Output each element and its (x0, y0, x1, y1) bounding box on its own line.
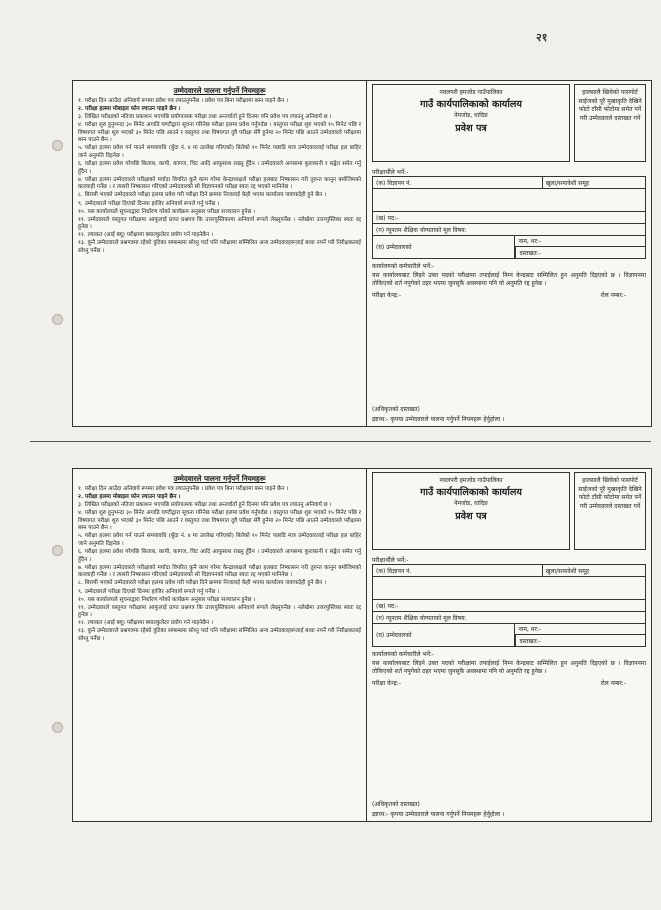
rule-number: १३. (78, 628, 86, 635)
rule-item (78, 217, 361, 232)
candidate-rules-panel (73, 469, 367, 821)
admit-card-header (372, 472, 646, 550)
rule-item (78, 565, 361, 580)
rule-text: परीक्षा शुरु हुनुभन्दा ३० मिनेट अगाडि घण्टीद्वारा सूचना गरिनेछ परीक्षा हलमा प्रवेश गर्नुपर्दछ । वस्तुगत परीक्षा शुरु भएको १५ मिनेट पछि र विषयगत परीक्षा शुरु भएको ३० मिनेट पछि आउने र वस्तुगत तथा विषयगत दुवै परीक्षा सँगै हुनेमा २० मिनेट पछि आउने उम्मेदवारले परीक्षामा बस्न पाउने छैन । (78, 122, 361, 144)
qualification-row (373, 224, 645, 236)
rule-number: ११. (78, 216, 86, 223)
rule-text: परीक्षा हलमा उम्मेदवारले परीक्षाको मर्यादा विपरित कुनै काम गरेमा केन्द्राध्यक्षले परीक्षा हलबाट निष्कासन गरी तुरुन्त कानून बमोजिमको कारवाही गर्नेछ । र त्यसरी निष्कासन गरिएको उम्मेदवारको सो विज्ञापनको परीक्षा स्वतः रद्द भएको मानिनेछ । (78, 176, 361, 191)
punch-hole (52, 545, 63, 556)
rule-item (78, 510, 361, 533)
rule-number: ३. (78, 501, 83, 508)
rule-number: ४. (78, 510, 83, 517)
advertisement-row (373, 177, 645, 189)
rule-text: परीक्षा हलमा प्रवेश गरेपछि किताब, कापी, कागज, चिट आदि आफूसाथ राख्नु हुँदैन । उम्मेदवारले आपसमा कुराकानी र सङ्केत समेत गर्नु हुँदैन । (78, 161, 361, 175)
punch-hole (52, 140, 63, 151)
applicant-fill-label: परीक्षार्थीले भर्ने:- (372, 169, 409, 176)
rule-item (78, 580, 361, 588)
note: द्रष्टव्य:- कृपया उम्मेदवारले पालना गर्नुपर्ने नियमहरू हेर्नुहोला । (372, 811, 505, 818)
applicant-details-table (372, 176, 646, 259)
rule-item (78, 589, 361, 597)
applicant-fill-label: परीक्षार्थीले भर्ने:- (372, 557, 409, 564)
office-header-box (372, 84, 570, 162)
rule-number: ८. (78, 580, 83, 587)
rule-text: उम्मेदवारले परीक्षा दिएको दिनमा हाजिर अनिवार्य रूपले गर्नु पर्नेछ । (84, 200, 220, 207)
exam-center-field[interactable]: परीक्षा केन्द्र:- (372, 680, 402, 688)
rule-text: कुनै उम्मेदवारले प्रश्नपत्रमा रहेको त्रुटिका सम्बन्धमा सोध्नु पर्दा पनि परीक्षामा सम्मिलित अन्य उम्मेदवारहरूलाई बाधा नपर्ने गरी निरीक्षकलाई सोध्नु पर्नेछ । (78, 628, 361, 643)
rule-number: ६. (78, 549, 83, 556)
rule-item (78, 494, 361, 502)
group-field[interactable]: खुला/समावेशी समूह (542, 565, 645, 576)
rule-number: २. (78, 105, 84, 112)
rule-text: उम्मेदवारले वस्तुगत परीक्षामा आफूलाई प्राप्त प्रश्नपत्र कि उत्तरपुस्तिकामा अनिवार्य रूपले लेख्नुपर्नेछ । नलेखेमा उत्तरपुस्तिका स्वतः रद्द हुनेछ । (78, 604, 361, 619)
admit-card-panel (367, 469, 651, 821)
rule-item (78, 209, 361, 217)
document-title: प्रवेश पत्र (455, 511, 487, 522)
office-location: नेमजोड, धादिङ (454, 500, 488, 507)
rule-number: ३. (78, 113, 83, 120)
rule-text: लिखित परीक्षाको नतिजा प्रकाशन भएपछि प्रयोगात्मक परीक्षा तथा अन्तर्वार्ता हुने दिनमा पनि प्रवेश पत्र ल्याउनु अनिवार्य छ । (84, 113, 332, 120)
office-use-section (372, 651, 646, 677)
rule-item (78, 240, 361, 255)
group-field[interactable]: खुला/समावेशी समूह (542, 177, 645, 188)
document-title: प्रवेश पत्र (455, 123, 487, 134)
rule-number: ६. (78, 161, 83, 168)
rule-number: १०. (78, 596, 86, 603)
rule-number: ४. (78, 122, 83, 129)
rule-text: परीक्षा हलमा प्रवेश गर्न पाउने समयावधि (बुँदा नं. ४ मा उल्लेख गरिएको) बितेको १० मिनेट पछाडि मात्र उम्मेदवारलाई परीक्षा हल बाहिर जाने अनुमति दिइनेछ । (78, 533, 361, 547)
rule-text: परीक्षा हलमा उम्मेदवारले परीक्षाको मर्यादा विपरित कुनै काम गरेमा केन्द्राध्यक्षले परीक्षा हलबाट निष्कासन गरी तुरुन्त कानून बमोजिमको कारवाही गर्नेछ । र त्यसरी निष्कासन गरिएको उम्मेदवारको सो विज्ञापनको परीक्षा स्वतः रद्द भएको मानिनेछ । (78, 564, 361, 579)
rule-text: उम्मेदवारले परीक्षा दिएको दिनमा हाजिर अनिवार्य रूपले गर्नु पर्नेछ । (84, 588, 220, 595)
post-row (373, 212, 645, 224)
rule-number: ९. (78, 200, 83, 207)
rules-title: उम्मेदवारले पालना गर्नुपर्ने नियमहरू (173, 86, 266, 95)
exam-center-field[interactable]: परीक्षा केन्द्र:- (372, 292, 402, 300)
blank-row (373, 189, 645, 212)
advertisement-number-field[interactable]: (क) विज्ञापन नं. (376, 179, 412, 187)
rule-text: कुनै उम्मेदवारले प्रश्नपत्रमा रहेको त्रुटिका सम्बन्धमा सोध्नु पर्दा पनि परीक्षामा सम्मिलित अन्य उम्मेदवारहरूलाई बाधा नपर्ने गरी निरीक्षकलाई सोध्नु पर्नेछ । (78, 240, 361, 255)
note: द्रष्टव्य:- कृपया उम्मेदवारले पालना गर्नुपर्ने नियमहरू हेर्नुहोला । (372, 416, 505, 423)
rule-text: परीक्षा हलमा प्रवेश गरेपछि किताब, कापी, कागज, चिट आदि आफूसाथ राख्नु हुँदैन । उम्मेदवारले आपसमा कुराकानी र सङ्केत समेत गर्नु हुँदैन । (78, 549, 361, 563)
rule-text: परीक्षा हलमा प्रवेश गर्न पाउने समयावधि (बुँदा नं. ४ मा उल्लेख गरिएको) बितेको १० मिनेट पछाडि मात्र उम्मेदवारलाई परीक्षा हल बाहिर जाने अनुमति दिइनेछ । (78, 145, 361, 159)
rule-number: १२. (78, 232, 86, 239)
rule-item (78, 486, 361, 494)
rule-item (78, 597, 361, 605)
rule-number: ७. (78, 176, 83, 183)
photo-placeholder: हालसालै खिचेको पासपोर्ट साईजको पूरै मुखाकृति देखिने फोटो टाँसी फोटोमा समेत पर्ने गरी उम्मेदवारले दस्तखत गर्ने (574, 84, 646, 162)
post-row (373, 600, 645, 612)
rule-item (78, 605, 361, 620)
rules-list (78, 486, 361, 644)
qualification-field[interactable]: (ग) न्यूनतम शैक्षिक योग्यताको मूल विषय: (376, 614, 467, 622)
rule-text: बिरामी भएको उम्मेदवारले परीक्षा हलमा प्रवेश गरी परीक्षा दिने क्रममा निजलाई केही भएमा कार्यालय जवाफदेही हुने छैन । (84, 580, 327, 587)
rule-text: परीक्षा हलमा मोबाइल फोन ल्याउन पाइने छैन । (85, 105, 181, 112)
rule-number: २. (78, 493, 84, 500)
exam-center-row (372, 679, 646, 687)
signature-field[interactable]: दस्तखत:- (515, 247, 645, 258)
office-use-section (372, 263, 646, 289)
office-use-label: कार्यालयको कर्मचारीले भर्ने:- (372, 263, 435, 270)
admit-card-panel (367, 81, 651, 426)
rule-item (78, 628, 361, 643)
rule-text: परीक्षा दिन आउँदा अनिवार्य रूपमा प्रवेश पत्र ल्याउनुपर्नेछ । प्रवेश पत्र बिना परीक्षामा बस्न पाइने छैन । (84, 485, 289, 492)
rule-number: १०. (78, 208, 86, 215)
rules-list (78, 98, 361, 256)
candidate-label: (घ) उम्मेदवारको (376, 632, 412, 639)
post-field[interactable]: (ख) पद:- (376, 602, 399, 610)
rule-number: ८. (78, 192, 83, 199)
candidate-row (373, 624, 645, 646)
rule-text: बिरामी भएको उम्मेदवारले परीक्षा हलमा प्रवेश गरी परीक्षा दिने क्रममा निजलाई केही भएमा कार्यालय जवाफदेही हुने छैन । (84, 192, 327, 199)
rule-item (78, 122, 361, 145)
candidate-rules-panel (73, 81, 367, 426)
office-use-text: यस कार्यालयबाट लिइने उक्त पदको परीक्षामा तपाईलाई निम्न केन्द्रबाट सम्मिलित हुन अनुमति दिइएको छ । विज्ञापनमा तोकिएको शर्त नपुगेको ठहर भएमा जुनसुकै अवस्थामा पनि यो अनुमति रद्द हुनेछ । (372, 271, 646, 288)
rule-item (78, 502, 361, 510)
signature-field[interactable]: दस्तखत:- (515, 635, 645, 646)
rule-item (78, 114, 361, 122)
roll-number-field[interactable]: रोल नम्बर:- (600, 292, 626, 300)
rule-item (78, 201, 361, 209)
admit-card-header (372, 84, 646, 162)
blank-row (373, 577, 645, 600)
post-field[interactable]: (ख) पद:- (376, 214, 399, 222)
authority-signature: (अधिकृतको दस्तखत) (372, 406, 420, 413)
office-use-text: यस कार्यालयबाट लिइने उक्त पदको परीक्षामा तपाईलाई निम्न केन्द्रबाट सम्मिलित हुन अनुमति दिइएको छ । विज्ञापनमा तोकिएको शर्त नपुगेको ठहर भएमा जुनसुकै अवस्थामा पनि यो अनुमति रद्द हुनेछ । (372, 659, 646, 676)
municipality-name: नवलपरी हमजोड गाउँपालिका (439, 477, 503, 484)
rule-text: यस कार्यालयले सूचनाद्वारा निर्धारण गरेको कार्यक्रम अनुसार परीक्षा सञ्चालन हुनेछ । (87, 208, 256, 215)
page-number: २१ (536, 31, 548, 44)
rule-number: १२. (78, 620, 86, 627)
office-use-label: कार्यालयको कर्मचारीले भर्ने:- (372, 651, 435, 658)
rule-item (78, 177, 361, 192)
page-fold-divider (30, 441, 651, 442)
office-location: नेमजोड, धादिङ (454, 112, 488, 119)
office-name: गाउँ कार्यपालिकाको कार्यालय (420, 487, 522, 498)
candidate-label: (घ) उम्मेदवारको (376, 244, 412, 251)
rule-number: ५. (78, 145, 83, 152)
rule-text: परीक्षा हलमा मोबाइल फोन ल्याउन पाइने छैन । (85, 493, 181, 500)
photo-placeholder: हालसालै खिचेको पासपोर्ट साईजको पूरै मुखाकृति देखिने फोटो टाँसी फोटोमा समेत पर्ने गरी उम्मेदवारले दस्तखत गर्ने (574, 472, 646, 550)
rule-text: उम्मेदवारले वस्तुगत परीक्षामा आफूलाई प्राप्त प्रश्नपत्र कि उत्तरपुस्तिकामा अनिवार्य रूपले लेख्नुपर्नेछ । नलेखेमा उत्तरपुस्तिका स्वतः रद्द हुनेछ । (78, 216, 361, 231)
municipality-name: नवलपरी हमजोड गाउँपालिका (439, 89, 503, 96)
rule-item (78, 620, 361, 628)
rule-item (78, 145, 361, 160)
admit-card-bottom (72, 468, 652, 822)
rule-text: परीक्षा दिन आउँदा अनिवार्य रूपमा प्रवेश पत्र ल्याउनुपर्नेछ । प्रवेश पत्र बिना परीक्षामा बस्न पाइने छैन । (84, 97, 289, 104)
rule-number: १. (78, 97, 83, 104)
authority-signature: (अधिकृतको दस्तखत) (372, 801, 420, 808)
office-header-box (372, 472, 570, 550)
admit-card-top (72, 80, 652, 427)
qualification-field[interactable]: (ग) न्यूनतम शैक्षिक योग्यताको मूल विषय: (376, 226, 467, 234)
candidate-row (373, 236, 645, 258)
rule-number: १३. (78, 240, 86, 247)
qualification-row (373, 612, 645, 624)
rule-text: परीक्षा शुरु हुनुभन्दा ३० मिनेट अगाडि घण्टीद्वारा सूचना गरिनेछ परीक्षा हलमा प्रवेश गर्नुपर्दछ । वस्तुगत परीक्षा शुरु भएको १५ मिनेट पछि र विषयगत परीक्षा शुरु भएको ३० मिनेट पछि आउने र वस्तुगत तथा विषयगत दुवै परीक्षा सँगै हुनेमा २० मिनेट पछि आउने उम्मेदवारले परीक्षामा बस्न पाउने छैन । (78, 510, 361, 532)
rule-item (78, 161, 361, 176)
rule-number: ५. (78, 533, 83, 540)
punch-hole (52, 314, 63, 325)
advertisement-row (373, 565, 645, 577)
rule-number: ९. (78, 588, 83, 595)
office-name: गाउँ कार्यपालिकाको कार्यालय (420, 99, 522, 110)
punch-hole (52, 722, 63, 733)
rule-text: यस कार्यालयले सूचनाद्वारा निर्धारण गरेको कार्यक्रम अनुसार परीक्षा सञ्चालन हुनेछ । (87, 596, 256, 603)
rule-text: लिखित परीक्षाको नतिजा प्रकाशन भएपछि प्रयोगात्मक परीक्षा तथा अन्तर्वार्ता हुने दिनमा पनि प्रवेश पत्र ल्याउनु अनिवार्य छ । (84, 501, 332, 508)
rule-item (78, 549, 361, 564)
advertisement-number-field[interactable]: (क) विज्ञापन नं. (376, 567, 412, 575)
rule-item (78, 192, 361, 200)
rules-title: उम्मेदवारले पालना गर्नुपर्ने नियमहरू (173, 474, 266, 483)
roll-number-field[interactable]: रोल नम्बर:- (600, 680, 626, 688)
rule-item (78, 106, 361, 114)
rule-number: ११. (78, 604, 86, 611)
rule-text: ल्याकत (आई क्यू) परीक्षामा क्याल्कुलेटर प्रयोग गर्न पाइनेछैन । (87, 232, 214, 239)
name-field[interactable]: नाम, थर:- (515, 236, 645, 247)
exam-center-row (372, 291, 646, 299)
rule-number: १. (78, 485, 83, 492)
rule-item (78, 232, 361, 240)
name-field[interactable]: नाम, थर:- (515, 624, 645, 635)
rule-number: ७. (78, 564, 83, 571)
applicant-details-table (372, 564, 646, 647)
rule-item (78, 98, 361, 106)
rule-item (78, 533, 361, 548)
rule-text: ल्याकत (आई क्यू) परीक्षामा क्याल्कुलेटर प्रयोग गर्न पाइनेछैन । (87, 620, 214, 627)
